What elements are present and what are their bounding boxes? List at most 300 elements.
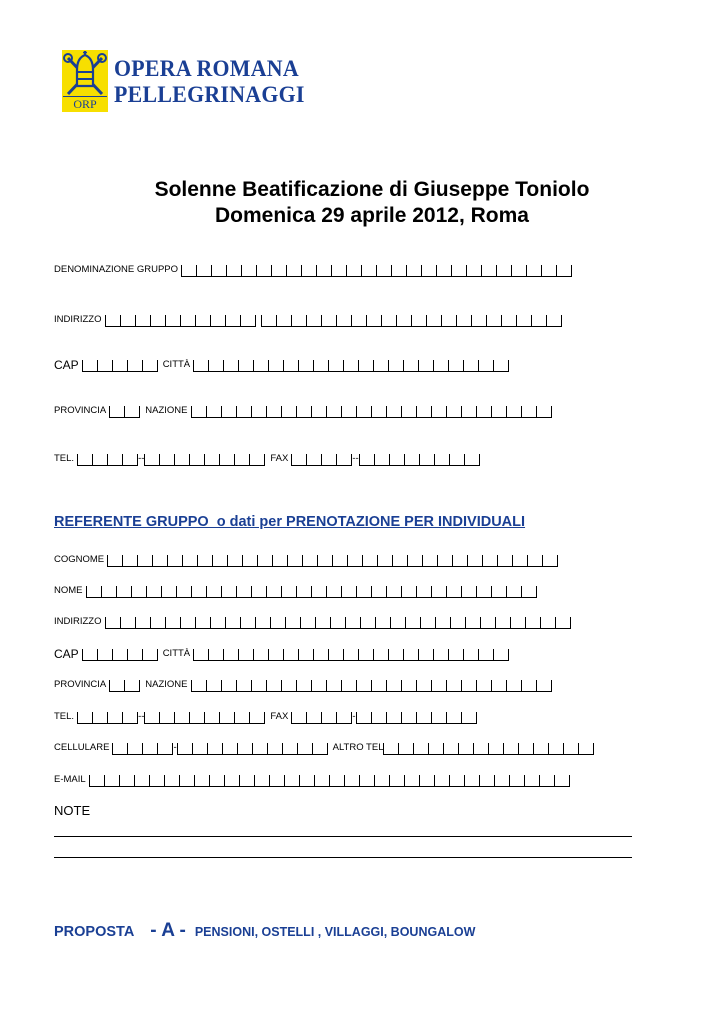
char-box[interactable] xyxy=(330,775,345,787)
char-box[interactable] xyxy=(432,680,447,692)
char-box[interactable] xyxy=(419,360,434,372)
char-box[interactable] xyxy=(298,743,313,755)
char-box[interactable] xyxy=(90,775,105,787)
char-box[interactable] xyxy=(282,406,297,418)
char-box[interactable] xyxy=(393,555,408,567)
char-box[interactable] xyxy=(525,775,540,787)
nome-field[interactable] xyxy=(86,586,537,598)
char-box[interactable] xyxy=(462,712,477,724)
char-box[interactable] xyxy=(254,649,269,661)
char-box[interactable] xyxy=(121,617,136,629)
char-box[interactable] xyxy=(277,315,292,327)
char-box[interactable] xyxy=(220,712,235,724)
fax-prefix-field[interactable] xyxy=(291,454,352,466)
char-box[interactable] xyxy=(492,406,507,418)
char-box[interactable] xyxy=(108,454,123,466)
char-box[interactable] xyxy=(378,555,393,567)
char-box[interactable] xyxy=(138,555,153,567)
char-box[interactable] xyxy=(537,406,552,418)
char-box[interactable] xyxy=(513,555,528,567)
char-box[interactable] xyxy=(106,315,121,327)
nazione-field[interactable] xyxy=(191,406,552,418)
char-box[interactable] xyxy=(318,555,333,567)
citta-referente-field[interactable] xyxy=(193,649,509,661)
char-box[interactable] xyxy=(307,315,322,327)
indirizzo-field-part1[interactable] xyxy=(105,315,256,327)
char-box[interactable] xyxy=(421,617,436,629)
char-box[interactable] xyxy=(449,360,464,372)
char-box[interactable] xyxy=(464,360,479,372)
char-box[interactable] xyxy=(178,743,193,755)
char-box[interactable] xyxy=(239,360,254,372)
char-box[interactable] xyxy=(297,406,312,418)
char-box[interactable] xyxy=(347,265,362,277)
char-box[interactable] xyxy=(479,649,494,661)
char-box[interactable] xyxy=(579,743,594,755)
char-box[interactable] xyxy=(303,555,318,567)
char-box[interactable] xyxy=(375,775,390,787)
char-box[interactable] xyxy=(193,743,208,755)
char-box[interactable] xyxy=(207,406,222,418)
char-box[interactable] xyxy=(153,555,168,567)
note-line[interactable] xyxy=(54,836,632,837)
char-box[interactable] xyxy=(408,555,423,567)
char-box[interactable] xyxy=(390,775,405,787)
char-box[interactable] xyxy=(225,775,240,787)
char-box[interactable] xyxy=(213,555,228,567)
char-box[interactable] xyxy=(543,555,558,567)
char-box[interactable] xyxy=(301,617,316,629)
char-box[interactable] xyxy=(83,649,98,661)
char-box[interactable] xyxy=(175,712,190,724)
char-box[interactable] xyxy=(406,617,421,629)
char-box[interactable] xyxy=(183,555,198,567)
char-box[interactable] xyxy=(436,617,451,629)
char-box[interactable] xyxy=(258,555,273,567)
char-box[interactable] xyxy=(510,775,525,787)
char-box[interactable] xyxy=(457,315,472,327)
char-box[interactable] xyxy=(228,555,243,567)
tel-number-field[interactable] xyxy=(144,454,265,466)
char-box[interactable] xyxy=(372,712,387,724)
char-box[interactable] xyxy=(482,265,497,277)
char-box[interactable] xyxy=(267,406,282,418)
char-box[interactable] xyxy=(194,649,209,661)
char-box[interactable] xyxy=(315,775,330,787)
char-box[interactable] xyxy=(284,649,299,661)
char-box[interactable] xyxy=(537,680,552,692)
char-box[interactable] xyxy=(128,360,143,372)
char-box[interactable] xyxy=(108,712,123,724)
char-box[interactable] xyxy=(299,649,314,661)
char-box[interactable] xyxy=(497,265,512,277)
char-box[interactable] xyxy=(192,406,207,418)
char-box[interactable] xyxy=(507,680,522,692)
char-box[interactable] xyxy=(284,360,299,372)
char-box[interactable] xyxy=(472,315,487,327)
char-box[interactable] xyxy=(432,712,447,724)
char-box[interactable] xyxy=(282,586,297,598)
char-box[interactable] xyxy=(267,680,282,692)
char-box[interactable] xyxy=(417,712,432,724)
char-box[interactable] xyxy=(235,712,250,724)
char-box[interactable] xyxy=(98,649,113,661)
char-box[interactable] xyxy=(363,555,378,567)
char-box[interactable] xyxy=(197,265,212,277)
char-box[interactable] xyxy=(300,775,315,787)
char-box[interactable] xyxy=(181,617,196,629)
char-box[interactable] xyxy=(123,454,138,466)
char-box[interactable] xyxy=(166,315,181,327)
char-box[interactable] xyxy=(227,265,242,277)
char-box[interactable] xyxy=(494,360,509,372)
char-box[interactable] xyxy=(367,315,382,327)
char-box[interactable] xyxy=(312,680,327,692)
char-box[interactable] xyxy=(375,454,390,466)
char-box[interactable] xyxy=(434,360,449,372)
char-box[interactable] xyxy=(382,315,397,327)
char-box[interactable] xyxy=(362,265,377,277)
char-box[interactable] xyxy=(444,743,459,755)
char-box[interactable] xyxy=(344,649,359,661)
char-box[interactable] xyxy=(110,406,125,418)
char-box[interactable] xyxy=(158,743,173,755)
char-box[interactable] xyxy=(207,586,222,598)
char-box[interactable] xyxy=(434,649,449,661)
char-box[interactable] xyxy=(480,775,495,787)
char-box[interactable] xyxy=(502,315,517,327)
char-box[interactable] xyxy=(387,680,402,692)
char-box[interactable] xyxy=(125,406,140,418)
char-box[interactable] xyxy=(417,406,432,418)
char-box[interactable] xyxy=(98,360,113,372)
char-box[interactable] xyxy=(108,555,123,567)
char-box[interactable] xyxy=(160,712,175,724)
char-box[interactable] xyxy=(557,265,572,277)
char-box[interactable] xyxy=(556,617,571,629)
char-box[interactable] xyxy=(402,712,417,724)
char-box[interactable] xyxy=(102,586,117,598)
char-box[interactable] xyxy=(151,617,166,629)
char-box[interactable] xyxy=(198,555,213,567)
cellulare-number-field[interactable] xyxy=(177,743,328,755)
cellulare-prefix-field[interactable] xyxy=(112,743,173,755)
char-box[interactable] xyxy=(288,555,303,567)
char-box[interactable] xyxy=(360,775,375,787)
char-box[interactable] xyxy=(212,265,227,277)
char-box[interactable] xyxy=(292,454,307,466)
char-box[interactable] xyxy=(391,617,406,629)
char-box[interactable] xyxy=(322,454,337,466)
char-box[interactable] xyxy=(372,586,387,598)
char-box[interactable] xyxy=(196,315,211,327)
char-box[interactable] xyxy=(110,680,125,692)
char-box[interactable] xyxy=(327,586,342,598)
char-box[interactable] xyxy=(327,406,342,418)
char-box[interactable] xyxy=(222,586,237,598)
char-box[interactable] xyxy=(517,315,532,327)
char-box[interactable] xyxy=(208,743,223,755)
char-box[interactable] xyxy=(452,265,467,277)
char-box[interactable] xyxy=(447,680,462,692)
char-box[interactable] xyxy=(542,265,557,277)
char-box[interactable] xyxy=(286,617,301,629)
char-box[interactable] xyxy=(78,454,93,466)
char-box[interactable] xyxy=(285,775,300,787)
char-box[interactable] xyxy=(404,360,419,372)
char-box[interactable] xyxy=(83,360,98,372)
char-box[interactable] xyxy=(190,454,205,466)
char-box[interactable] xyxy=(477,680,492,692)
char-box[interactable] xyxy=(241,617,256,629)
char-box[interactable] xyxy=(223,743,238,755)
char-box[interactable] xyxy=(498,555,513,567)
char-box[interactable] xyxy=(466,617,481,629)
char-box[interactable] xyxy=(322,712,337,724)
char-box[interactable] xyxy=(504,743,519,755)
char-box[interactable] xyxy=(272,265,287,277)
cap-field[interactable] xyxy=(82,360,158,372)
char-box[interactable] xyxy=(240,775,255,787)
char-box[interactable] xyxy=(312,406,327,418)
char-box[interactable] xyxy=(120,775,135,787)
char-box[interactable] xyxy=(136,617,151,629)
provincia-referente-field[interactable] xyxy=(109,680,140,692)
char-box[interactable] xyxy=(209,360,224,372)
char-box[interactable] xyxy=(242,265,257,277)
char-box[interactable] xyxy=(450,775,465,787)
char-box[interactable] xyxy=(314,360,329,372)
char-box[interactable] xyxy=(243,555,258,567)
char-box[interactable] xyxy=(389,649,404,661)
email-field[interactable] xyxy=(89,775,570,787)
char-box[interactable] xyxy=(332,265,347,277)
char-box[interactable] xyxy=(435,454,450,466)
char-box[interactable] xyxy=(327,680,342,692)
char-box[interactable] xyxy=(519,743,534,755)
char-box[interactable] xyxy=(432,406,447,418)
char-box[interactable] xyxy=(417,680,432,692)
char-box[interactable] xyxy=(222,680,237,692)
char-box[interactable] xyxy=(313,743,328,755)
char-box[interactable] xyxy=(226,315,241,327)
char-box[interactable] xyxy=(372,406,387,418)
char-box[interactable] xyxy=(222,406,237,418)
char-box[interactable] xyxy=(93,712,108,724)
char-box[interactable] xyxy=(113,649,128,661)
char-box[interactable] xyxy=(462,586,477,598)
char-box[interactable] xyxy=(361,617,376,629)
char-box[interactable] xyxy=(297,680,312,692)
char-box[interactable] xyxy=(407,265,422,277)
char-box[interactable] xyxy=(273,555,288,567)
fax-referente-prefix-field[interactable] xyxy=(291,712,352,724)
char-box[interactable] xyxy=(207,680,222,692)
char-box[interactable] xyxy=(125,680,140,692)
char-box[interactable] xyxy=(450,454,465,466)
char-box[interactable] xyxy=(422,265,437,277)
char-box[interactable] xyxy=(352,315,367,327)
char-box[interactable] xyxy=(270,775,285,787)
char-box[interactable] xyxy=(106,617,121,629)
char-box[interactable] xyxy=(489,743,504,755)
char-box[interactable] xyxy=(257,265,272,277)
char-box[interactable] xyxy=(526,617,541,629)
tel-referente-number-field[interactable] xyxy=(144,712,265,724)
char-box[interactable] xyxy=(527,265,542,277)
char-box[interactable] xyxy=(250,712,265,724)
char-box[interactable] xyxy=(507,586,522,598)
char-box[interactable] xyxy=(432,586,447,598)
char-box[interactable] xyxy=(314,649,329,661)
citta-field[interactable] xyxy=(193,360,509,372)
char-box[interactable] xyxy=(267,586,282,598)
char-box[interactable] xyxy=(128,649,143,661)
denominazione-field[interactable] xyxy=(181,265,572,277)
char-box[interactable] xyxy=(182,265,197,277)
char-box[interactable] xyxy=(150,775,165,787)
tel-prefix-field[interactable] xyxy=(77,454,138,466)
char-box[interactable] xyxy=(165,775,180,787)
char-box[interactable] xyxy=(357,712,372,724)
char-box[interactable] xyxy=(481,617,496,629)
char-box[interactable] xyxy=(262,315,277,327)
char-box[interactable] xyxy=(209,649,224,661)
char-box[interactable] xyxy=(404,649,419,661)
char-box[interactable] xyxy=(329,649,344,661)
char-box[interactable] xyxy=(331,617,346,629)
char-box[interactable] xyxy=(405,454,420,466)
char-box[interactable] xyxy=(256,617,271,629)
char-box[interactable] xyxy=(474,743,489,755)
char-box[interactable] xyxy=(135,775,150,787)
char-box[interactable] xyxy=(226,617,241,629)
char-box[interactable] xyxy=(337,454,352,466)
char-box[interactable] xyxy=(496,617,511,629)
char-box[interactable] xyxy=(495,775,510,787)
char-box[interactable] xyxy=(392,265,407,277)
char-box[interactable] xyxy=(357,586,372,598)
char-box[interactable] xyxy=(299,360,314,372)
char-box[interactable] xyxy=(462,406,477,418)
char-box[interactable] xyxy=(359,649,374,661)
char-box[interactable] xyxy=(494,649,509,661)
char-box[interactable] xyxy=(483,555,498,567)
char-box[interactable] xyxy=(447,712,462,724)
char-box[interactable] xyxy=(168,555,183,567)
char-box[interactable] xyxy=(237,406,252,418)
char-box[interactable] xyxy=(205,712,220,724)
char-box[interactable] xyxy=(417,586,432,598)
char-box[interactable] xyxy=(255,775,270,787)
char-box[interactable] xyxy=(532,315,547,327)
char-box[interactable] xyxy=(177,586,192,598)
char-box[interactable] xyxy=(468,555,483,567)
char-box[interactable] xyxy=(238,743,253,755)
char-box[interactable] xyxy=(507,406,522,418)
char-box[interactable] xyxy=(465,454,480,466)
char-box[interactable] xyxy=(348,555,363,567)
char-box[interactable] xyxy=(342,586,357,598)
char-box[interactable] xyxy=(342,406,357,418)
char-box[interactable] xyxy=(534,743,549,755)
char-box[interactable] xyxy=(464,649,479,661)
char-box[interactable] xyxy=(492,586,507,598)
char-box[interactable] xyxy=(181,315,196,327)
char-box[interactable] xyxy=(346,617,361,629)
char-box[interactable] xyxy=(210,775,225,787)
char-box[interactable] xyxy=(123,712,138,724)
char-box[interactable] xyxy=(555,775,570,787)
char-box[interactable] xyxy=(345,775,360,787)
char-box[interactable] xyxy=(253,743,268,755)
char-box[interactable] xyxy=(387,712,402,724)
char-box[interactable] xyxy=(337,712,352,724)
char-box[interactable] xyxy=(372,680,387,692)
char-box[interactable] xyxy=(113,360,128,372)
char-box[interactable] xyxy=(376,617,391,629)
char-box[interactable] xyxy=(451,617,466,629)
char-box[interactable] xyxy=(522,680,537,692)
char-box[interactable] xyxy=(453,555,468,567)
char-box[interactable] xyxy=(254,360,269,372)
char-box[interactable] xyxy=(522,586,537,598)
char-box[interactable] xyxy=(449,649,464,661)
char-box[interactable] xyxy=(384,743,399,755)
char-box[interactable] xyxy=(402,680,417,692)
char-box[interactable] xyxy=(302,265,317,277)
char-box[interactable] xyxy=(269,360,284,372)
char-box[interactable] xyxy=(93,454,108,466)
char-box[interactable] xyxy=(512,265,527,277)
char-box[interactable] xyxy=(241,315,256,327)
char-box[interactable] xyxy=(447,586,462,598)
char-box[interactable] xyxy=(374,360,389,372)
char-box[interactable] xyxy=(549,743,564,755)
char-box[interactable] xyxy=(465,775,480,787)
char-box[interactable] xyxy=(143,360,158,372)
char-box[interactable] xyxy=(192,680,207,692)
char-box[interactable] xyxy=(564,743,579,755)
char-box[interactable] xyxy=(438,555,453,567)
char-box[interactable] xyxy=(414,743,429,755)
char-box[interactable] xyxy=(166,617,181,629)
char-box[interactable] xyxy=(292,315,307,327)
char-box[interactable] xyxy=(113,743,128,755)
char-box[interactable] xyxy=(399,743,414,755)
char-box[interactable] xyxy=(252,586,267,598)
char-box[interactable] xyxy=(435,775,450,787)
char-box[interactable] xyxy=(312,586,327,598)
char-box[interactable] xyxy=(287,265,302,277)
char-box[interactable] xyxy=(117,586,132,598)
char-box[interactable] xyxy=(105,775,120,787)
char-box[interactable] xyxy=(211,617,226,629)
indirizzo-referente-field[interactable] xyxy=(105,617,571,629)
char-box[interactable] xyxy=(151,315,166,327)
char-box[interactable] xyxy=(322,315,337,327)
char-box[interactable] xyxy=(87,586,102,598)
char-box[interactable] xyxy=(194,360,209,372)
cap-referente-field[interactable] xyxy=(82,649,158,661)
char-box[interactable] xyxy=(357,680,372,692)
char-box[interactable] xyxy=(195,775,210,787)
char-box[interactable] xyxy=(420,454,435,466)
char-box[interactable] xyxy=(268,743,283,755)
char-box[interactable] xyxy=(250,454,265,466)
cognome-field[interactable] xyxy=(107,555,558,567)
provincia-field[interactable] xyxy=(109,406,140,418)
